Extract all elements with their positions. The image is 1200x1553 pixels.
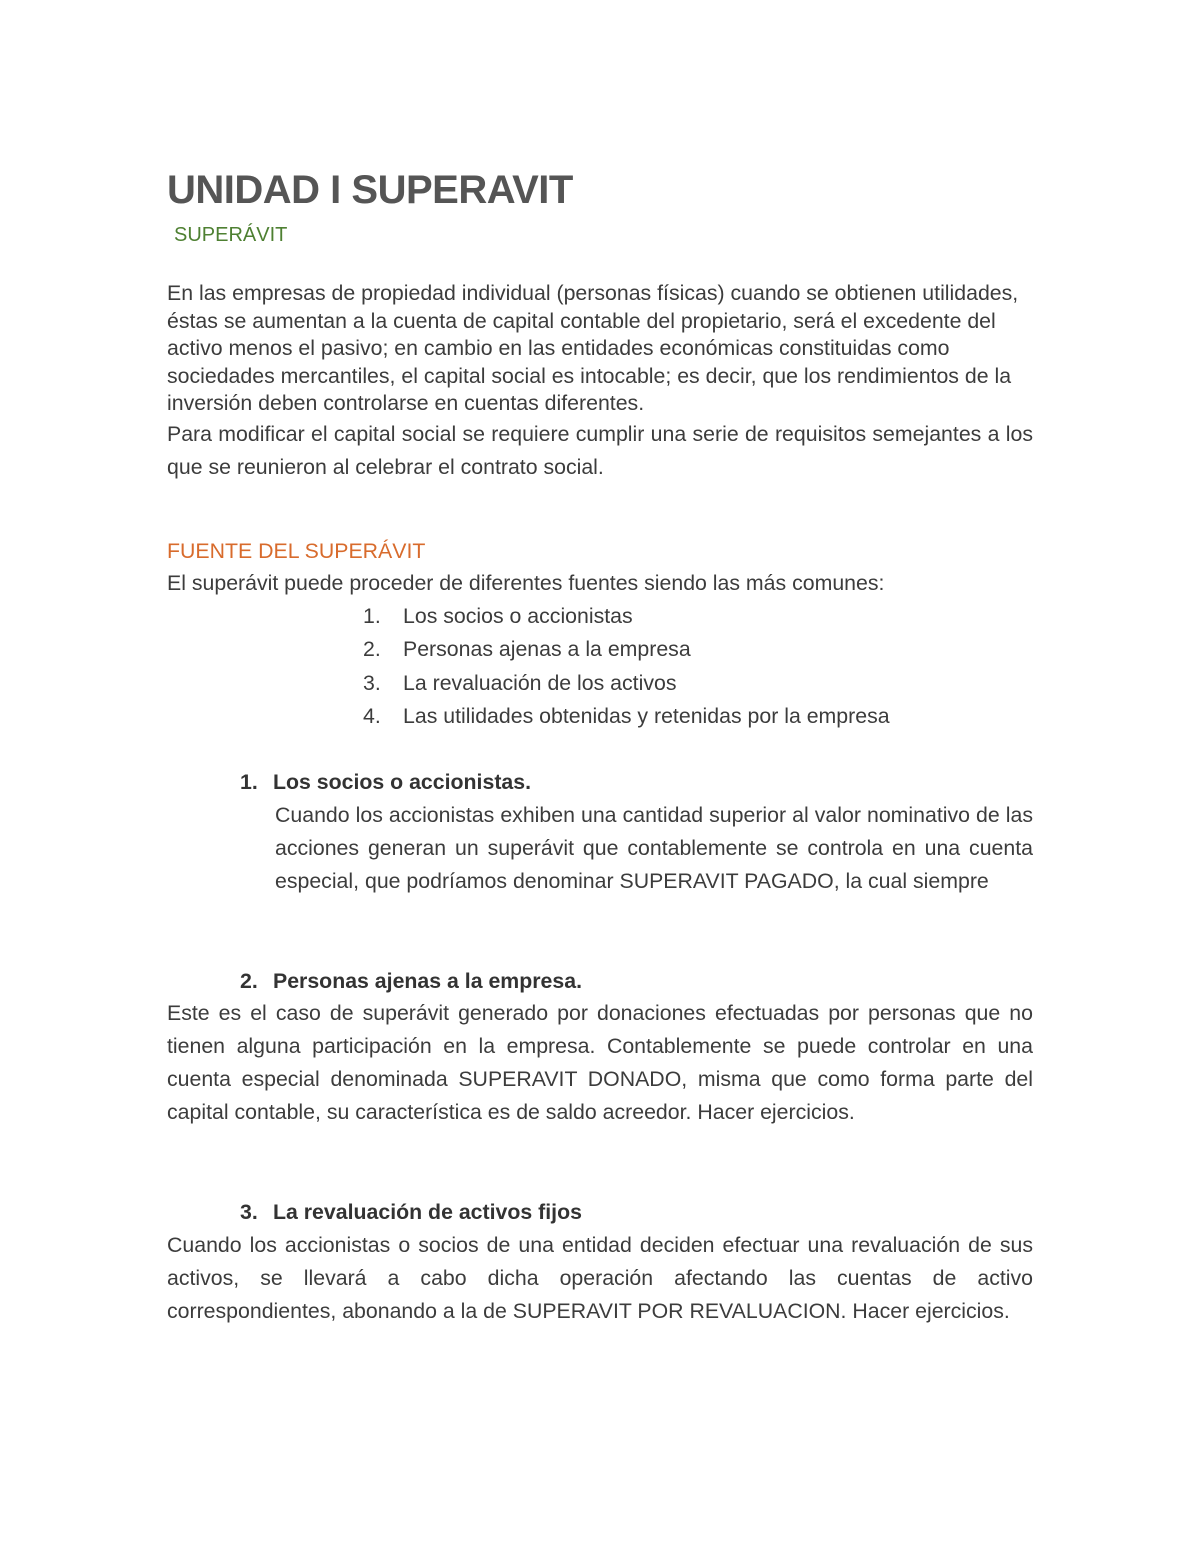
section-heading-text: La revaluación de activos fijos	[273, 1200, 582, 1224]
section-heading-text: Personas ajenas a la empresa.	[273, 969, 582, 993]
list-item	[363, 635, 890, 668]
sources-heading: FUENTE DEL SUPERÁVIT	[167, 539, 426, 563]
second-paragraph: Para modificar el capital social se requiere cumplir una serie de requisitos semejantes a los que se reunieron al celebrar el contrato social.	[167, 422, 1033, 479]
list-item-number: 1.	[363, 604, 381, 628]
list-item-label: Las utilidades obtenidas y retenidas por la empresa	[403, 703, 890, 728]
section-heading-personas-ajenas	[240, 967, 582, 995]
list-item-label: La revaluación de los activos	[403, 670, 677, 695]
section-body-personas-ajenas: Este es el caso de superávit generado por donaciones efectuadas por personas que no tienen alguna participación en la empresa. Contablemente se puede controlar en una cuenta especial denominada SUPERAVIT DONADO, misma que como forma parte del capital contable, su característica es de saldo acreedor. Hacer ejercicios.	[167, 1001, 1033, 1124]
list-item	[363, 669, 890, 702]
list-item-label: Personas ajenas a la empresa	[403, 637, 691, 662]
page-subtitle: SUPERÁVIT	[174, 224, 288, 246]
sources-intro: El superávit puede proceder de diferentes fuentes siendo las más comunes:	[167, 571, 885, 595]
section-heading-text: Los socios o accionistas.	[273, 770, 532, 794]
intro-paragraph: En las empresas de propiedad individual (personas físicas) cuando se obtienen utilidades, éstas se aumentan a la cuenta de capital contable del propietario, será el excedente del activo menos el pasivo; en cambio en las entidades económicas constituidas como sociedades mercantiles, el capital social es intocable; es decir, que los rendimientos de la inversión deben controlarse en cuentas diferentes.	[167, 281, 1019, 415]
section-heading-socios	[240, 768, 531, 796]
section-body-socios: Cuando los accionistas exhiben una cantidad superior al valor nominativo de las acciones generan un superávit que contablemente se controla en una cuenta especial, que podríamos denominar SUPERAVIT PAGADO, la cual siempre	[275, 803, 1033, 893]
section-heading-revaluacion	[240, 1198, 582, 1226]
list-item-number: 4.	[363, 703, 381, 728]
section-number: 1.	[240, 770, 258, 794]
section-number: 2.	[240, 969, 258, 993]
page-title: UNIDAD I SUPERAVIT	[167, 168, 573, 212]
list-item	[363, 702, 890, 735]
section-number: 3.	[240, 1200, 258, 1224]
sources-list	[363, 602, 890, 735]
list-item	[363, 602, 890, 635]
list-item-number: 3.	[363, 670, 381, 695]
list-item-label: Los socios o accionistas	[403, 604, 633, 628]
list-item-number: 2.	[363, 637, 381, 662]
section-body-revaluacion: Cuando los accionistas o socios de una entidad deciden efectuar una revaluación de sus activos, se llevará a cabo dicha operación afectando las cuentas de activo correspondientes, abonando a la de SUPERAVIT POR REVALUACION. Hacer ejercicios.	[167, 1233, 1033, 1323]
